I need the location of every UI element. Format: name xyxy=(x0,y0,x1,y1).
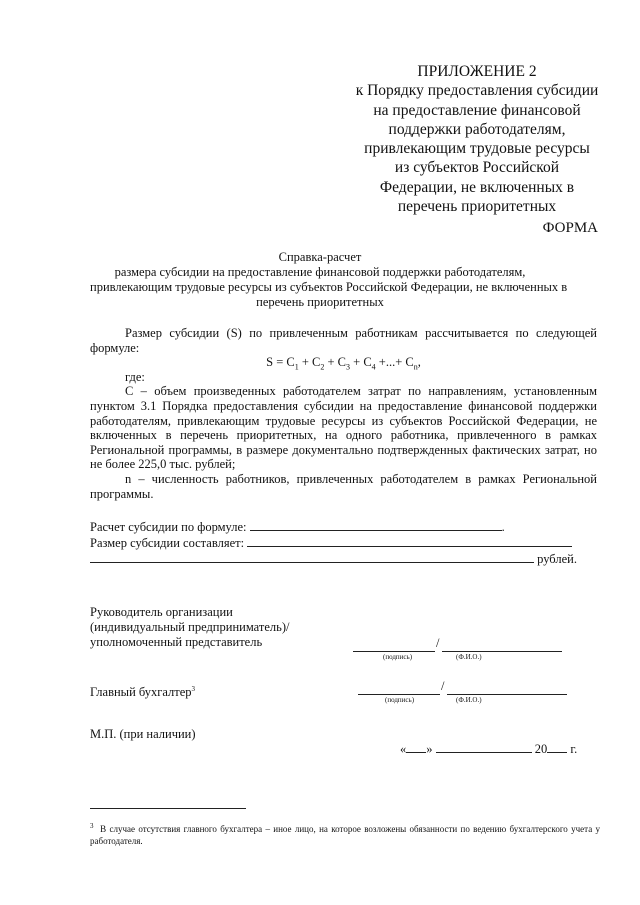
document-body xyxy=(90,326,597,501)
appendix-line: ПРИЛОЖЕНИЕ 2 xyxy=(417,63,537,80)
formula-sub: 1 xyxy=(294,362,299,372)
title-line: Справка-расчет xyxy=(278,250,362,264)
formula-part: +...+ C xyxy=(375,355,414,370)
date-close-quote: » xyxy=(426,742,433,756)
title-line: привлекающим трудовые ресурсы из субъектов Российской Федерации, не включенных в xyxy=(90,280,568,294)
calc-by-formula-row xyxy=(90,519,505,535)
date-row xyxy=(400,741,577,757)
appendix-line: поддержки работодателям, xyxy=(388,120,566,138)
head-name-field[interactable] xyxy=(442,651,562,652)
accountant-label: Главный бухгалтер xyxy=(90,685,192,700)
date-year-suffix: г. xyxy=(570,742,578,756)
head-signature-caption: (подпись) xyxy=(383,653,413,661)
where-label: где: xyxy=(125,369,145,384)
accountant-signature-caption: (подпись) xyxy=(385,696,415,704)
intro-paragraph: Размер субсидии (S) по привлеченным работникам рассчитывается по следующей формуле: xyxy=(90,326,597,355)
footnote-ref: 3 xyxy=(191,685,196,693)
footnote-divider xyxy=(90,808,246,809)
appendix-line: привлекающим трудовые ресурсы xyxy=(364,140,590,158)
amount-field[interactable] xyxy=(247,535,572,547)
head-line: уполномоченный представитель xyxy=(90,635,263,649)
appendix-heading xyxy=(352,62,602,216)
accountant-slash: / xyxy=(441,679,445,693)
head-signature-field[interactable] xyxy=(353,651,435,652)
amount-words-field[interactable] xyxy=(90,551,534,563)
appendix-line: на предоставление финансовой xyxy=(373,101,581,119)
date-year-field[interactable] xyxy=(547,741,567,753)
formula-part: + C xyxy=(350,355,372,370)
amount-label: Размер субсидии составляет: xyxy=(90,536,245,550)
formula-part: S = C xyxy=(266,355,295,370)
appendix-line: из субъектов Российской xyxy=(394,159,560,177)
title-line: перечень приоритетных xyxy=(256,295,384,309)
document-title xyxy=(90,250,568,310)
formula-sub: 3 xyxy=(346,362,351,372)
formula xyxy=(90,355,597,370)
accountant-name-field[interactable] xyxy=(447,694,567,695)
footnote-text: В случае отсутствия главного бухгалтера – иное лицо, на которое возложены обязанности по ведению бухгалтерского учета у работодателя. xyxy=(90,824,601,846)
head-line: (индивидуальный предприниматель)/ xyxy=(90,620,290,634)
accountant-signature-field[interactable] xyxy=(358,694,440,695)
appendix-line: Федерации, не включенных в xyxy=(379,178,575,196)
title-line: размера субсидии на предоставление финансовой поддержки работодателям, xyxy=(114,265,526,279)
footnote-mark: 3 xyxy=(90,822,94,830)
date-year-prefix: 20 xyxy=(534,742,548,756)
formula-sub: 2 xyxy=(320,362,325,372)
amount-row xyxy=(90,535,572,551)
calc-by-formula-end: . xyxy=(501,520,505,534)
c-definition: C – объем произведенных работодателем затрат по направлениям, установленным пунктом 3.1 Порядка предоставления субсидии на предоставление финансовой поддержки работодателям, привлекающим трудовые ресурсы из субъектов Российской Федерации, не включенных в перечень приоритетных, на одного работника, привлеченного в рамках Региональной программы, в размере документально подтвержденных фактических затрат, но не более 225,0 тыс. рублей; xyxy=(90,384,597,472)
formula-part: + C xyxy=(298,355,321,370)
formula-sub: n xyxy=(413,362,418,372)
head-name-caption: (Ф.И.О.) xyxy=(456,653,482,661)
date-month-field[interactable] xyxy=(436,741,532,753)
accountant-title xyxy=(90,682,195,700)
head-slash: / xyxy=(436,636,440,650)
calc-by-formula-label: Расчет субсидии по формуле: xyxy=(90,520,247,534)
formula-part: , xyxy=(417,355,421,370)
footnote xyxy=(90,820,600,847)
n-definition: n – численность работников, привлеченных работодателем в рамках Региональной программы. xyxy=(90,471,597,501)
head-title xyxy=(90,605,289,650)
date-open-quote: « xyxy=(400,742,407,756)
formula-sub: 4 xyxy=(371,362,376,372)
stamp-label: М.П. (при наличии) xyxy=(90,727,196,741)
currency-label: рублей. xyxy=(537,552,577,566)
calc-by-formula-field[interactable] xyxy=(250,519,502,531)
date-day-field[interactable] xyxy=(406,741,426,753)
accountant-name-caption: (Ф.И.О.) xyxy=(456,696,482,704)
appendix-line: к Порядку предоставления субсидии xyxy=(355,82,599,100)
appendix-line: перечень приоритетных xyxy=(397,198,557,216)
head-line: Руководитель организации xyxy=(90,605,233,619)
form-label: ФОРМА xyxy=(542,220,598,236)
amount-continuation-row xyxy=(90,551,577,567)
formula-part: + C xyxy=(324,355,347,370)
